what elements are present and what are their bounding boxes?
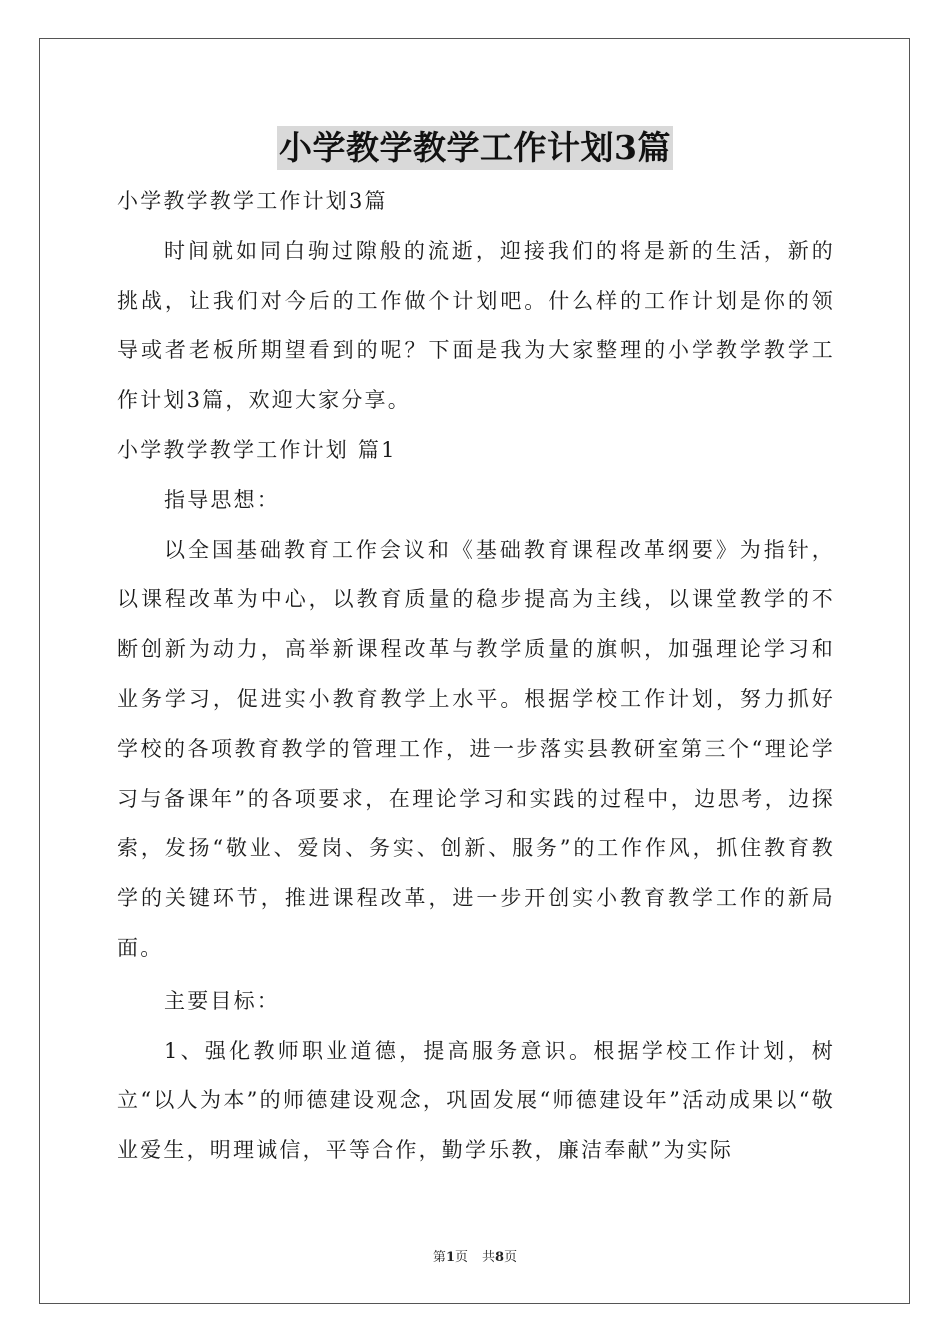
- page-number: 1: [445, 1250, 455, 1265]
- title-container: [0, 126, 950, 170]
- page-suffix: 页: [454, 1250, 468, 1265]
- intro-paragraph: 时间就如同白驹过隙般的流逝，迎接我们的将是新的生活，新的挑战，让我们对今后的工作做个计划吧。什么样的工作计划是你的领导或者老板所期望看到的呢？下面是我为大家整理的小学教学教学工作计划3篇，欢迎大家分享。: [117, 238, 835, 413]
- guiding-thought-paragraph: 以全国基础教育工作会议和《基础教育课程改革纲要》为指针，以课程改革为中心，以教育质量的稳步提高为主线，以课堂教学的不断创新为动力，高举新课程改革与教学质量的旗帜，加强理论学习和业务学习，促进实小教育教学上水平。根据学校工作计划，努力抓好学校的各项教育教学的管理工作，进一步落实县教研室第三个“理论学习与备课年”的各项要求，在理论学习和实践的过程中，边思考，边探索，发扬“敬业、爱岗、务实、创新、服务”的工作作风，抓住教育教学的关键环节，推进课程改革，进一步开创实小教育教学工作的新局面。: [117, 537, 835, 960]
- page-footer: [0, 1246, 950, 1265]
- subtitle-paragraph: 小学教学教学工作计划3篇: [117, 189, 388, 213]
- total-pages: 8: [495, 1250, 505, 1265]
- page-prefix: 第: [432, 1250, 446, 1265]
- total-suffix: 页: [504, 1250, 518, 1265]
- guiding-thought-heading: 指导思想：: [164, 487, 280, 512]
- goal-1-paragraph: 1、强化教师职业道德，提高服务意识。根据学校工作计划，树立“以人为本”的师德建设观念，巩固发展“师德建设年”活动成果以“敬业爱生，明理诚信，平等合作，勤学乐教，廉洁奉献”为实际: [117, 1038, 835, 1163]
- main-goals-heading: 主要目标：: [164, 988, 280, 1013]
- document-body: [117, 177, 835, 1176]
- section-heading: 小学教学教学工作计划 篇1: [117, 437, 397, 462]
- document-title: 小学教学教学工作计划3篇: [277, 126, 673, 170]
- total-prefix: 共: [482, 1250, 496, 1265]
